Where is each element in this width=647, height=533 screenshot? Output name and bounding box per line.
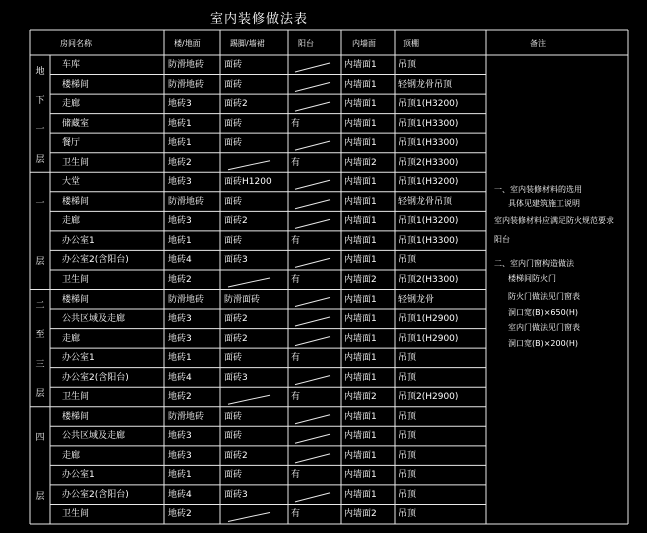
wall-finish-cell: 内墙面2 <box>344 274 377 285</box>
floor-finish-cell: 防滑地砖 <box>168 294 205 305</box>
note-line: 二、室内门窗构造做法 <box>494 259 574 268</box>
skirting-cell: 面砖 <box>224 118 243 129</box>
floor-finish-cell: 防滑地砖 <box>168 60 205 70</box>
wall-finish-cell: 内墙面1 <box>344 450 377 461</box>
empty-cell-slash <box>295 200 330 209</box>
column-header: 楼/地面 <box>174 39 201 48</box>
skirting-cell: 面砖 <box>224 196 243 207</box>
note-line: 洞口宽(B)×650(H) <box>508 308 578 317</box>
room-name-cell: 储藏室 <box>62 118 90 129</box>
skirting-cell: 面砖H1200 <box>224 177 272 188</box>
column-header: 踢脚/墙裙 <box>230 39 265 48</box>
empty-cell-slash <box>295 337 330 346</box>
room-name-cell: 大堂 <box>62 177 81 188</box>
empty-cell-slash <box>295 102 330 111</box>
balcony-cell: 有 <box>291 392 301 403</box>
empty-cell-slash <box>295 180 330 189</box>
ceiling-cell: 吊顶1(H2900) <box>398 333 459 344</box>
skirting-cell: 面砖3 <box>224 489 248 500</box>
skirting-cell: 面砖2 <box>224 216 248 227</box>
balcony-cell: 有 <box>291 235 301 246</box>
skirting-cell: 面砖 <box>224 411 243 422</box>
floor-finish-cell: 地砖3 <box>168 431 192 442</box>
room-name-cell: 楼梯间 <box>62 294 90 305</box>
empty-cell-slash <box>228 512 270 521</box>
skirting-cell: 面砖2 <box>224 314 248 325</box>
room-name-cell: 办公室1 <box>62 470 95 481</box>
empty-cell-slash <box>295 219 330 228</box>
floor-label-char: 地 <box>35 66 45 77</box>
note-line: 室内门做法见门窗表 <box>508 323 580 332</box>
empty-cell-slash <box>295 434 330 443</box>
ceiling-cell: 吊顶 <box>398 450 417 461</box>
room-name-cell: 办公室1 <box>62 353 95 364</box>
wall-finish-cell: 内墙面1 <box>344 138 377 149</box>
column-header: 内墙面 <box>352 39 376 48</box>
floor-finish-cell: 地砖1 <box>168 118 192 129</box>
column-header: 备注 <box>530 39 546 48</box>
room-name-cell: 楼梯间 <box>62 79 90 90</box>
ceiling-cell: 吊顶1(H3200) <box>398 216 459 227</box>
room-name-cell: 走廊 <box>62 450 81 461</box>
note-line: 具体见建筑施工说明 <box>508 199 580 208</box>
ceiling-cell: 吊顶 <box>398 255 417 266</box>
skirting-cell: 面砖 <box>224 470 243 481</box>
floor-finish-cell: 地砖4 <box>168 255 192 266</box>
room-name-cell: 走廊 <box>62 99 81 110</box>
room-name-cell: 公共区域及走廊 <box>62 431 126 442</box>
floor-finish-cell: 地砖2 <box>168 157 192 168</box>
wall-finish-cell: 内墙面1 <box>344 470 377 481</box>
balcony-cell: 有 <box>291 509 301 520</box>
empty-cell-slash <box>295 493 330 502</box>
note-line: 阳台 <box>494 235 510 244</box>
wall-finish-cell: 内墙面1 <box>344 79 377 90</box>
floor-label-char: 层 <box>35 389 45 400</box>
floor-finish-cell: 地砖1 <box>168 470 192 481</box>
ceiling-cell: 吊顶 <box>398 353 417 364</box>
wall-finish-cell: 内墙面1 <box>344 489 377 500</box>
ceiling-cell: 吊顶2(H2900) <box>398 392 459 403</box>
floor-finish-cell: 地砖3 <box>168 333 192 344</box>
floor-finish-cell: 地砖1 <box>168 235 192 246</box>
room-name-cell: 餐厅 <box>62 138 81 149</box>
floor-finish-cell: 地砖3 <box>168 216 192 227</box>
ceiling-cell: 吊顶 <box>398 411 417 422</box>
wall-finish-cell: 内墙面1 <box>344 177 377 188</box>
empty-cell-slash <box>295 258 330 267</box>
room-name-cell: 楼梯间 <box>62 196 90 207</box>
wall-finish-cell: 内墙面1 <box>344 216 377 227</box>
floor-label-char: 一 <box>35 125 45 136</box>
floor-label-char: 二 <box>35 301 45 312</box>
empty-cell-slash <box>295 141 330 150</box>
wall-finish-cell: 内墙面1 <box>344 333 377 344</box>
empty-cell-slash <box>295 376 330 385</box>
skirting-cell: 面砖 <box>224 235 243 246</box>
empty-cell-slash <box>295 83 330 92</box>
wall-finish-cell: 内墙面2 <box>344 392 377 403</box>
ceiling-cell: 吊顶2(H3300) <box>398 274 459 285</box>
ceiling-cell: 吊顶1(H3300) <box>398 118 459 129</box>
ceiling-cell: 轻钢龙骨 <box>398 294 435 305</box>
wall-finish-cell: 内墙面1 <box>344 431 377 442</box>
skirting-cell: 面砖2 <box>224 333 248 344</box>
floor-finish-cell: 地砖2 <box>168 274 192 285</box>
floor-finish-cell: 防滑地砖 <box>168 411 205 422</box>
note-line: 防火门做法见门窗表 <box>508 292 580 301</box>
balcony-cell: 有 <box>291 118 301 129</box>
column-header: 房间名称 <box>60 39 92 48</box>
ceiling-cell: 吊顶1(H3200) <box>398 177 459 188</box>
skirting-cell: 面砖 <box>224 353 243 364</box>
floor-finish-cell: 地砖3 <box>168 99 192 110</box>
empty-cell-slash <box>228 395 270 404</box>
floor-finish-cell: 防滑地砖 <box>168 196 205 207</box>
floor-label-char: 三 <box>35 359 45 370</box>
floor-label-char: 至 <box>35 330 45 341</box>
column-header: 顶棚 <box>403 39 419 48</box>
floor-finish-cell: 地砖4 <box>168 489 192 500</box>
wall-finish-cell: 内墙面2 <box>344 509 377 520</box>
ceiling-cell: 吊顶1(H3300) <box>398 138 459 149</box>
room-name-cell: 车库 <box>62 60 81 70</box>
floor-finish-cell: 地砖1 <box>168 138 192 149</box>
floor-label-char: 层 <box>35 257 45 268</box>
floor-label-char: 层 <box>35 491 45 502</box>
ceiling-cell: 吊顶1(H2900) <box>398 314 459 325</box>
balcony-cell: 有 <box>291 470 301 481</box>
wall-finish-cell: 内墙面2 <box>344 157 377 168</box>
wall-finish-cell: 内墙面1 <box>344 196 377 207</box>
empty-cell-slash <box>295 454 330 463</box>
skirting-cell: 面砖 <box>224 431 243 442</box>
skirting-cell: 面砖2 <box>224 450 248 461</box>
wall-finish-cell: 内墙面1 <box>344 235 377 246</box>
floor-finish-cell: 地砖2 <box>168 392 192 403</box>
room-name-cell: 走廊 <box>62 216 81 227</box>
ceiling-cell: 吊顶1(H3300) <box>398 235 459 246</box>
wall-finish-cell: 内墙面1 <box>344 99 377 110</box>
ceiling-cell: 吊顶 <box>398 60 417 70</box>
room-name-cell: 卫生间 <box>62 274 90 285</box>
floor-finish-cell: 防滑地砖 <box>168 79 205 90</box>
wall-finish-cell: 内墙面1 <box>344 60 377 70</box>
room-name-cell: 办公室1 <box>62 235 95 246</box>
balcony-cell: 有 <box>291 353 301 364</box>
skirting-cell: 面砖 <box>224 79 243 90</box>
note-line: 一、室内装修材料的选用 <box>494 185 582 194</box>
note-line: 室内装修材料应满足防火规范要求 <box>494 216 614 225</box>
ceiling-cell: 吊顶 <box>398 372 417 383</box>
floor-label-char: 下 <box>35 95 45 106</box>
wall-finish-cell: 内墙面1 <box>344 314 377 325</box>
skirting-cell: 面砖3 <box>224 255 248 266</box>
room-name-cell: 办公室2(含阳台) <box>62 489 129 500</box>
room-name-cell: 卫生间 <box>62 509 90 520</box>
skirting-cell: 面砖 <box>224 138 243 149</box>
skirting-cell: 面砖2 <box>224 99 248 110</box>
empty-cell-slash <box>295 63 330 72</box>
empty-cell-slash <box>295 298 330 307</box>
balcony-cell: 有 <box>291 274 301 285</box>
skirting-cell: 面砖3 <box>224 372 248 383</box>
page-title: 室内装修做法表 <box>209 12 308 27</box>
floor-label-char: 四 <box>35 433 45 444</box>
floor-finish-cell: 地砖2 <box>168 509 192 520</box>
room-name-cell: 公共区域及走廊 <box>62 314 126 325</box>
empty-cell-slash <box>228 278 270 287</box>
wall-finish-cell: 内墙面1 <box>344 294 377 305</box>
floor-finish-cell: 地砖3 <box>168 314 192 325</box>
floor-label-char: 层 <box>35 154 45 165</box>
floor-finish-cell: 地砖3 <box>168 177 192 188</box>
room-name-cell: 办公室2(含阳台) <box>62 255 129 266</box>
ceiling-cell: 轻钢龙骨吊顶 <box>398 79 453 90</box>
room-name-cell: 走廊 <box>62 333 81 344</box>
column-header: 阳台 <box>298 39 314 48</box>
wall-finish-cell: 内墙面1 <box>344 372 377 383</box>
wall-finish-cell: 内墙面1 <box>344 118 377 129</box>
wall-finish-cell: 内墙面1 <box>344 353 377 364</box>
room-name-cell: 楼梯间 <box>62 411 90 422</box>
ceiling-cell: 吊顶 <box>398 470 417 481</box>
note-line: 洞口宽(B)×200(H) <box>508 339 578 348</box>
room-name-cell: 办公室2(含阳台) <box>62 372 129 383</box>
ceiling-cell: 吊顶 <box>398 431 417 442</box>
empty-cell-slash <box>295 415 330 424</box>
skirting-cell: 面砖 <box>224 60 243 70</box>
wall-finish-cell: 内墙面1 <box>344 411 377 422</box>
ceiling-cell: 轻钢龙骨吊顶 <box>398 196 453 207</box>
room-name-cell: 卫生间 <box>62 157 90 168</box>
ceiling-cell: 吊顶1(H3200) <box>398 99 459 110</box>
floor-finish-cell: 地砖1 <box>168 353 192 364</box>
floor-label-char: 一 <box>35 198 45 209</box>
skirting-cell: 防滑面砖 <box>224 294 261 305</box>
ceiling-cell: 吊顶 <box>398 509 417 520</box>
empty-cell-slash <box>228 161 270 170</box>
floor-finish-cell: 地砖4 <box>168 372 192 383</box>
ceiling-cell: 吊顶 <box>398 489 417 500</box>
room-name-cell: 卫生间 <box>62 392 90 403</box>
ceiling-cell: 吊顶2(H3300) <box>398 157 459 168</box>
empty-cell-slash <box>295 317 330 326</box>
balcony-cell: 有 <box>291 157 301 168</box>
wall-finish-cell: 内墙面1 <box>344 255 377 266</box>
floor-finish-cell: 地砖3 <box>168 450 192 461</box>
note-line: 楼梯间防火门 <box>508 274 556 283</box>
